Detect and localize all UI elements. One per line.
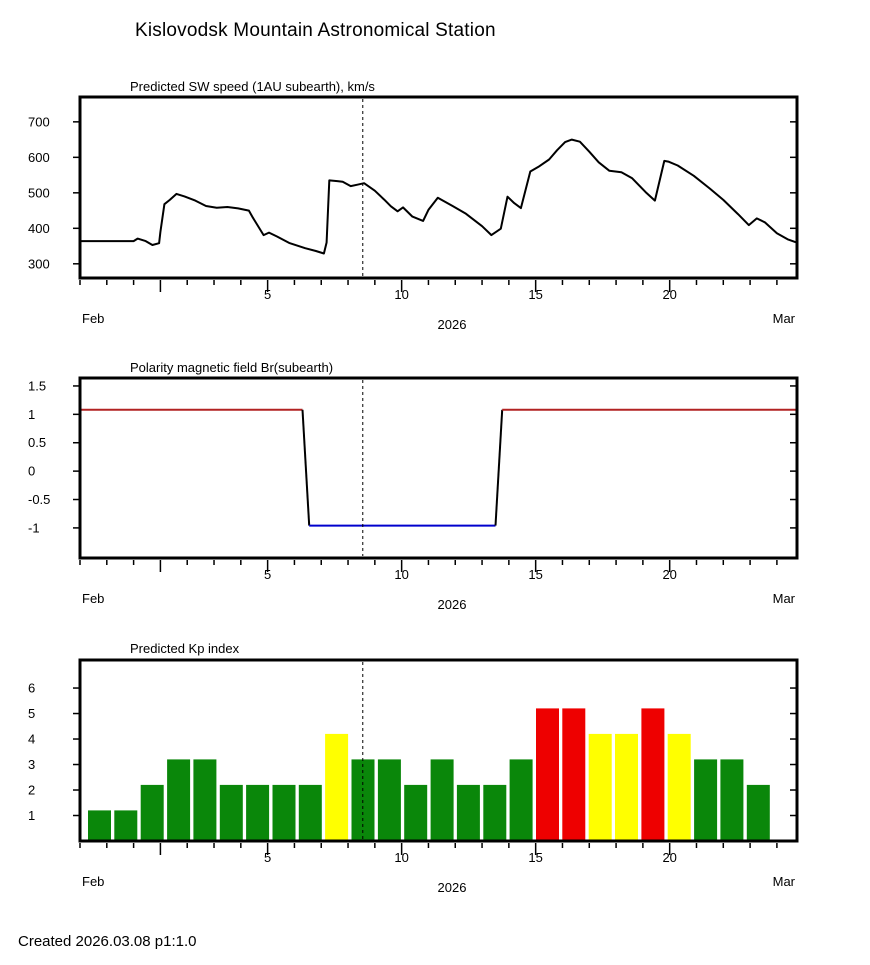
y-tick-label: 400: [28, 220, 50, 236]
y-tick-label: 600: [28, 149, 50, 165]
kp-bar: [273, 785, 296, 840]
kp-bar: [114, 810, 137, 839]
y-tick-label: 1: [28, 808, 36, 824]
sw-speed-chart: [28, 97, 797, 332]
kp-bar: [589, 734, 612, 840]
y-tick-label: 500: [28, 185, 50, 201]
polarity-chart: [28, 378, 797, 612]
page-title: Kislovodsk Mountain Astronomical Station: [135, 20, 496, 41]
y-tick-label: 0.5: [28, 435, 47, 451]
y-tick-label: 6: [28, 680, 36, 696]
kp-bar: [510, 759, 533, 839]
plot-border: [80, 97, 797, 278]
x-tick-label: 5: [264, 850, 272, 865]
kp-index-chart-title: Predicted Kp index: [130, 641, 240, 656]
y-tick-label: -1: [28, 520, 40, 536]
y-tick-label: 3: [28, 757, 36, 773]
kp-bar: [720, 759, 743, 839]
speed-line: [80, 140, 796, 254]
kp-bar: [483, 785, 506, 840]
y-tick-label: -0.5: [28, 492, 51, 508]
year-label: 2026: [437, 317, 467, 332]
y-tick-label: 300: [28, 256, 50, 272]
x-tick-label: 10: [394, 287, 409, 302]
x-tick-label: 5: [264, 567, 272, 582]
x-tick-label: 20: [662, 287, 677, 302]
created-footer: Created 2026.03.08 p1:1.0: [18, 933, 197, 950]
kp-bar: [615, 734, 638, 840]
month-label-mar: Mar: [772, 874, 795, 889]
y-tick-label: 1: [28, 406, 36, 422]
kp-bar: [378, 759, 401, 839]
kp-bar: [641, 708, 664, 839]
kp-bar: [167, 759, 190, 839]
kp-index-chart: [28, 660, 797, 895]
year-label: 2026: [437, 880, 467, 895]
x-tick-label: 20: [662, 567, 677, 582]
kp-bar: [220, 785, 243, 840]
month-label-mar: Mar: [772, 591, 795, 606]
transition-up: [496, 410, 503, 526]
kp-bar: [193, 759, 216, 839]
sw-speed-chart-title: Predicted SW speed (1AU subearth), km/s: [130, 79, 375, 94]
kp-bar: [88, 810, 111, 839]
kp-bar: [694, 759, 717, 839]
kp-bar: [562, 708, 585, 839]
kp-bar: [431, 759, 454, 839]
kp-bar: [325, 734, 348, 840]
kp-bar: [457, 785, 480, 840]
transition-down: [303, 410, 310, 526]
x-tick-label: 5: [264, 287, 272, 302]
month-label-feb: Feb: [82, 874, 105, 889]
y-tick-label: 1.5: [28, 378, 47, 394]
kp-bar: [299, 785, 322, 840]
y-tick-label: 700: [28, 114, 50, 130]
y-tick-label: 4: [28, 731, 36, 747]
polarity-chart-title: Polarity magnetic field Br(subearth): [130, 360, 334, 375]
y-tick-label: 0: [28, 463, 36, 479]
kp-bar: [668, 734, 691, 840]
plot-border: [80, 378, 797, 558]
kp-bar: [747, 785, 770, 840]
kp-bar: [141, 785, 164, 840]
x-tick-label: 15: [528, 287, 543, 302]
year-label: 2026: [437, 597, 467, 612]
x-tick-label: 15: [528, 850, 543, 865]
kp-bar: [246, 785, 269, 840]
x-tick-label: 10: [394, 850, 409, 865]
x-tick-label: 10: [394, 567, 409, 582]
x-tick-label: 15: [528, 567, 543, 582]
kp-bar: [404, 785, 427, 840]
month-label-feb: Feb: [82, 591, 105, 606]
x-tick-label: 20: [662, 850, 677, 865]
kp-bar: [536, 708, 559, 839]
month-label-mar: Mar: [772, 311, 795, 326]
y-tick-label: 2: [28, 782, 36, 798]
month-label-feb: Feb: [82, 311, 105, 326]
y-tick-label: 5: [28, 706, 36, 722]
